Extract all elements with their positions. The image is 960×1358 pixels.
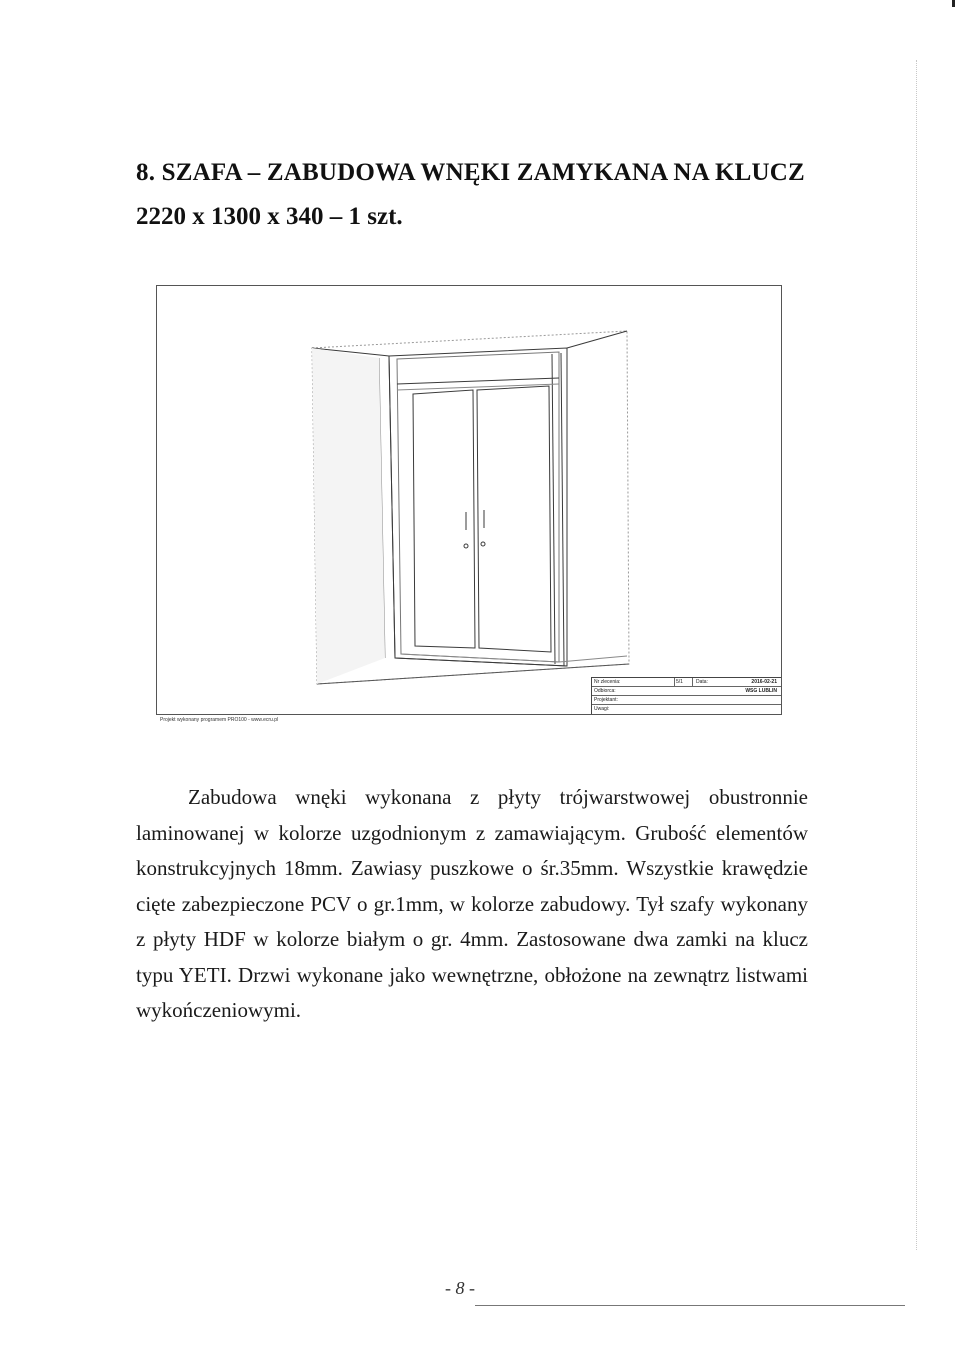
title-block-row	[592, 687, 781, 696]
client-label: Odbiorca:	[594, 688, 616, 694]
title-block	[591, 677, 781, 714]
page-number: - 8 -	[445, 1278, 475, 1298]
corner-mark	[952, 0, 955, 7]
wardrobe-sketch	[157, 286, 783, 716]
title-block-row	[592, 705, 781, 714]
section-title: 8. SZAFA – ZABUDOWA WNĘKI ZAMYKANA NA KLUCZ	[136, 159, 805, 186]
software-credit: Projekt wykonany programem PRO100 - www.ecru.pl	[160, 717, 279, 723]
designer-label: Projektant:	[594, 697, 618, 703]
date-label: Data:	[696, 679, 708, 685]
right-edge-shadow	[916, 60, 918, 1250]
title-block-row	[592, 678, 781, 687]
order-number-value: 5/1	[676, 679, 683, 685]
dimensions-heading: 2220 x 1300 x 340 – 1 szt.	[136, 203, 403, 230]
bottom-rule	[475, 1305, 905, 1306]
date-value: 2016-02-21	[751, 679, 777, 685]
order-number-label: Nr zlecenia:	[594, 679, 621, 685]
notes-label: Uwagi:	[594, 706, 610, 712]
client-value: WSG LUBLIN	[745, 688, 777, 694]
description-paragraph: Zabudowa wnęki wykonana z płyty trójwarstwowej obustronnie laminowanej w kolorze uzgodnionym z zamawiającym. Grubość elementów konstrukcyjnych 18mm. Zawiasy puszkowe o śr.35mm. Wszystkie krawędzie cięte zabezpieczone PCV o gr.1mm, w kolorze zabudowy. Tył szafy wykonany z płyty HDF w kolorze białym o gr. 4mm. Zastosowane dwa zamki na klucz typu YETI. Drzwi wykonane jako wewnętrzne, obłożone na zewnątrz listwami wykończeniowymi.	[136, 785, 808, 1022]
title-block-row	[592, 696, 781, 705]
wardrobe-drawing	[156, 285, 782, 715]
